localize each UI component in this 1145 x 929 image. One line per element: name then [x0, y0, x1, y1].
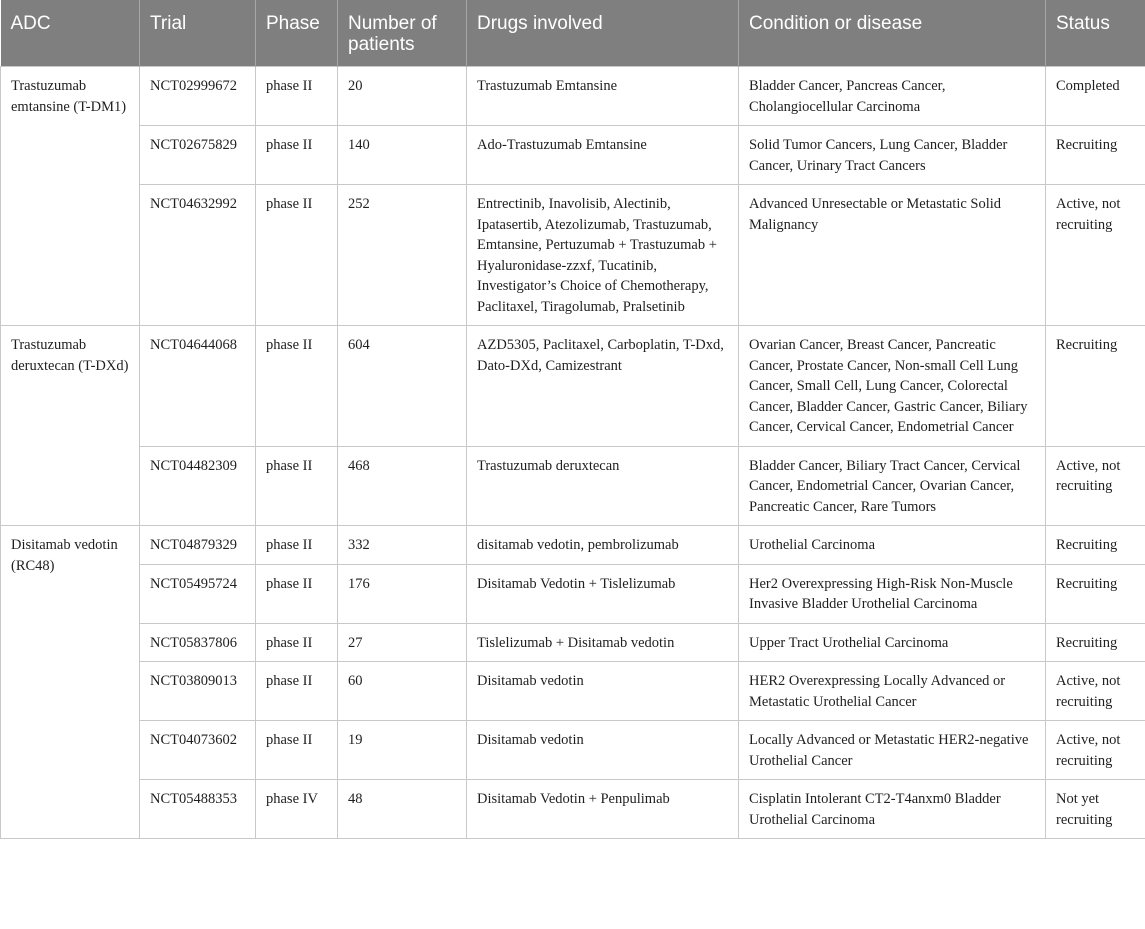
- patients-cell: 332: [338, 526, 467, 565]
- condition-cell: Ovarian Cancer, Breast Cancer, Pancreatic Cancer, Prostate Cancer, Non-small Cell Lung Cancer, Small Cell, Lung Cancer, Colorectal Cancer, Bladder Cancer, Gastric Cancer, Biliary Cancer, Cervical Cancer, Endometrial Cancer: [739, 326, 1046, 447]
- adc-cell: Trastuzumab deruxtecan (T-DXd): [1, 326, 140, 526]
- status-cell: Recruiting: [1046, 126, 1145, 185]
- drugs-cell: Tislelizumab + Disitamab vedotin: [467, 623, 739, 662]
- table-row: [1, 185, 1145, 326]
- header-adc: ADC: [1, 0, 140, 67]
- drugs-cell: Disitamab Vedotin + Penpulimab: [467, 780, 739, 839]
- trial-id: NCT02675829: [140, 126, 256, 185]
- condition-cell: Her2 Overexpressing High-Risk Non-Muscle Invasive Bladder Urothelial Carcinoma: [739, 564, 1046, 623]
- header-drugs: Drugs involved: [467, 0, 739, 67]
- status-cell: Recruiting: [1046, 623, 1145, 662]
- phase-cell: phase II: [256, 126, 338, 185]
- patients-cell: 252: [338, 185, 467, 326]
- drugs-cell: Entrectinib, Inavolisib, Alectinib, Ipatasertib, Atezolizumab, Trastuzumab, Emtansine, Pertuzumab + Trastuzumab + Hyaluronidase-zzxf, Tucatinib, Investigator’s Choice of Chemotherapy, Paclitaxel, Tiragolumab, Pralsetinib: [467, 185, 739, 326]
- patients-cell: 468: [338, 446, 467, 526]
- condition-cell: Bladder Cancer, Pancreas Cancer, Cholangiocellular Carcinoma: [739, 67, 1046, 126]
- trial-id: NCT05495724: [140, 564, 256, 623]
- phase-cell: phase II: [256, 446, 338, 526]
- trial-id: NCT04482309: [140, 446, 256, 526]
- patients-cell: 27: [338, 623, 467, 662]
- status-cell: Active, not recruiting: [1046, 446, 1145, 526]
- condition-cell: Locally Advanced or Metastatic HER2-negative Urothelial Cancer: [739, 721, 1046, 780]
- table-row: [1, 721, 1145, 780]
- table-row: [1, 780, 1145, 839]
- trial-id: NCT04632992: [140, 185, 256, 326]
- phase-cell: phase IV: [256, 780, 338, 839]
- table-row: [1, 67, 1145, 126]
- condition-cell: Bladder Cancer, Biliary Tract Cancer, Cervical Cancer, Endometrial Cancer, Ovarian Cancer, Pancreatic Cancer, Rare Tumors: [739, 446, 1046, 526]
- table-row: [1, 662, 1145, 721]
- drugs-cell: AZD5305, Paclitaxel, Carboplatin, T-Dxd, Dato-DXd, Camizestrant: [467, 326, 739, 447]
- table-row: [1, 326, 1145, 447]
- status-cell: Recruiting: [1046, 564, 1145, 623]
- header-trial: Trial: [140, 0, 256, 67]
- drugs-cell: Disitamab vedotin: [467, 662, 739, 721]
- condition-cell: Upper Tract Urothelial Carcinoma: [739, 623, 1046, 662]
- header-patients: Number of patients: [338, 0, 467, 67]
- status-cell: Active, not recruiting: [1046, 662, 1145, 721]
- trial-id: NCT05488353: [140, 780, 256, 839]
- trial-id: NCT04644068: [140, 326, 256, 447]
- drugs-cell: disitamab vedotin, pembrolizumab: [467, 526, 739, 565]
- patients-cell: 176: [338, 564, 467, 623]
- phase-cell: phase II: [256, 721, 338, 780]
- phase-cell: phase II: [256, 326, 338, 447]
- drugs-cell: Disitamab vedotin: [467, 721, 739, 780]
- patients-cell: 140: [338, 126, 467, 185]
- patients-cell: 604: [338, 326, 467, 447]
- table-row: [1, 623, 1145, 662]
- status-cell: Active, not recruiting: [1046, 185, 1145, 326]
- condition-cell: Cisplatin Intolerant CT2-T4anxm0 Bladder Urothelial Carcinoma: [739, 780, 1046, 839]
- phase-cell: phase II: [256, 67, 338, 126]
- adc-cell: Trastuzumab emtansine (T-DM1): [1, 67, 140, 326]
- trial-id: NCT02999672: [140, 67, 256, 126]
- table-row: [1, 126, 1145, 185]
- patients-cell: 60: [338, 662, 467, 721]
- table-header: [1, 0, 1145, 67]
- patients-cell: 20: [338, 67, 467, 126]
- trial-id: NCT03809013: [140, 662, 256, 721]
- table-row: [1, 446, 1145, 526]
- condition-cell: Advanced Unresectable or Metastatic Solid Malignancy: [739, 185, 1046, 326]
- adc-cell: Disitamab vedotin (RC48): [1, 526, 140, 839]
- trial-id: NCT04073602: [140, 721, 256, 780]
- header-phase: Phase: [256, 0, 338, 67]
- condition-cell: HER2 Overexpressing Locally Advanced or Metastatic Urothelial Cancer: [739, 662, 1046, 721]
- patients-cell: 48: [338, 780, 467, 839]
- header-status: Status: [1046, 0, 1145, 67]
- status-cell: Completed: [1046, 67, 1145, 126]
- header-row: [1, 0, 1145, 67]
- patients-cell: 19: [338, 721, 467, 780]
- trial-id: NCT05837806: [140, 623, 256, 662]
- drugs-cell: Trastuzumab deruxtecan: [467, 446, 739, 526]
- drugs-cell: Trastuzumab Emtansine: [467, 67, 739, 126]
- table-row: [1, 564, 1145, 623]
- condition-cell: Solid Tumor Cancers, Lung Cancer, Bladder Cancer, Urinary Tract Cancers: [739, 126, 1046, 185]
- phase-cell: phase II: [256, 185, 338, 326]
- status-cell: Active, not recruiting: [1046, 721, 1145, 780]
- phase-cell: phase II: [256, 564, 338, 623]
- phase-cell: phase II: [256, 623, 338, 662]
- status-cell: Recruiting: [1046, 326, 1145, 447]
- condition-cell: Urothelial Carcinoma: [739, 526, 1046, 565]
- status-cell: Not yet recruiting: [1046, 780, 1145, 839]
- table-row: [1, 526, 1145, 565]
- phase-cell: phase II: [256, 526, 338, 565]
- phase-cell: phase II: [256, 662, 338, 721]
- trial-id: NCT04879329: [140, 526, 256, 565]
- table-body: [1, 67, 1145, 839]
- drugs-cell: Ado-Trastuzumab Emtansine: [467, 126, 739, 185]
- header-condition: Condition or disease: [739, 0, 1046, 67]
- status-cell: Recruiting: [1046, 526, 1145, 565]
- drugs-cell: Disitamab Vedotin + Tislelizumab: [467, 564, 739, 623]
